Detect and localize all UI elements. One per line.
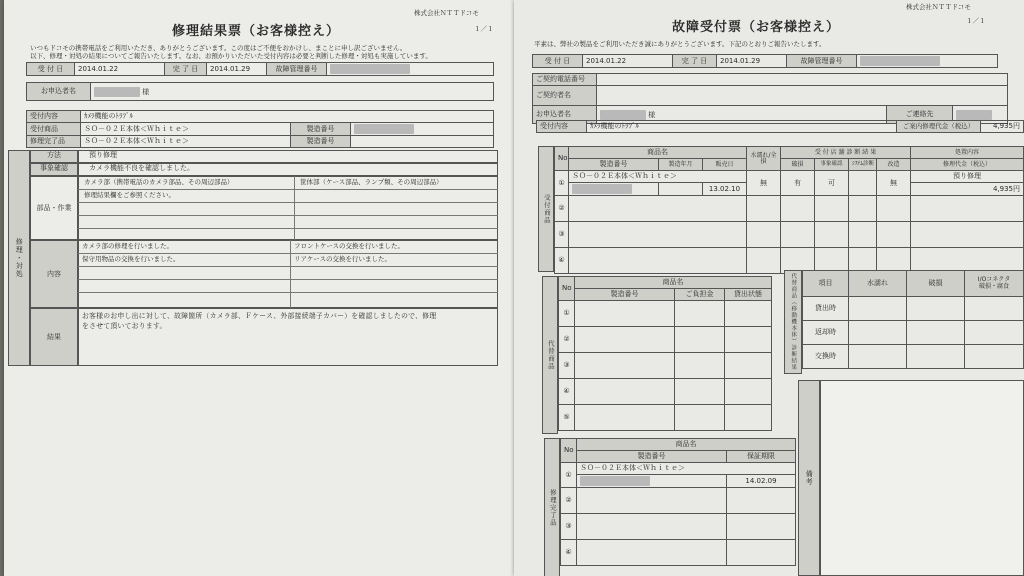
accept-goods-label: 受付商品: [542, 194, 551, 224]
repair-product-label: 修理完了品: [27, 136, 81, 148]
row1-sim: [849, 171, 877, 196]
accept-content: ｶﾒﾗ機能のﾄﾗﾌﾞﾙ: [587, 121, 897, 133]
redaction: [94, 87, 140, 97]
parts-row-line: [78, 228, 498, 229]
modify-header: 改造: [877, 159, 911, 171]
repaired-goods-label: 修理完了品: [548, 489, 557, 527]
complete-date-label: 完 了 日: [673, 55, 717, 68]
parts-divider: [294, 176, 295, 240]
serial-value: [351, 123, 494, 136]
result-label: 結果: [47, 332, 61, 341]
intro-line-1: いつもドコモの携帯電話をご利用いただき、ありがとうございます。この度はご不便をおかけし、まことに申し訳ございません。: [30, 44, 407, 52]
no-header: No: [561, 439, 577, 463]
content-item-1: カメラ部の修理を行いました。: [82, 242, 173, 250]
lend-time-label: 貸出時: [803, 297, 849, 321]
accept-date: 2014.01.22: [75, 63, 165, 76]
content-label-box: [30, 240, 78, 308]
warranty-header: 保証期限: [727, 451, 796, 463]
result-label-box: [30, 308, 78, 366]
remarks-label: 備考: [805, 470, 814, 486]
row1-damage: 有: [781, 171, 815, 196]
page-title: 修理結果票（お客様控え）: [172, 24, 341, 39]
serial-value-2: [351, 136, 494, 148]
accept-product: ＳＯ－０２Ｅ本体＜Ｗｈｉｔｅ＞: [81, 123, 291, 136]
applicant-value: [91, 83, 494, 101]
io-header-line-1: I/Oコネクタ: [977, 275, 1011, 283]
store-diag-header: 受 付 店 舗 診 断 結 果: [781, 147, 911, 159]
complete-date-label: 完 了 日: [165, 63, 207, 76]
contractor-label: ご契約者名: [533, 86, 597, 106]
parts-row-line: [78, 215, 498, 216]
method-label: 方法: [30, 150, 78, 163]
row-number: ⑤: [559, 405, 575, 431]
item-header: 項目: [803, 271, 849, 297]
row1-sales-date: 13.02.10: [703, 183, 747, 196]
redaction: [580, 476, 650, 486]
row-number: ③: [559, 353, 575, 379]
phone-value: [597, 74, 1008, 86]
accept-date-label: 受 付 日: [27, 63, 75, 76]
sim-diag-header: ｼｽﾃﾑ診断: [849, 159, 877, 171]
remarks-side: [798, 380, 820, 576]
accept-goods-table: [554, 146, 1024, 274]
product-name-header: 商品名: [569, 147, 747, 159]
rep-row1-serial: [577, 475, 727, 488]
repair-side-label: 修理・対処: [15, 238, 24, 278]
repair-fee-header: 修理代金（税込）: [911, 159, 1024, 171]
content-item-3: 保守用物品の交換を行いました。: [82, 255, 180, 263]
applicant-label: お申込者名: [27, 83, 91, 101]
honorific: 様: [648, 110, 656, 119]
redaction: [330, 64, 410, 74]
row-number: ②: [559, 327, 575, 353]
fault-acceptance-sheet: [514, 0, 1024, 576]
phone-label: ご契約電話番号: [533, 74, 597, 86]
product-name-header: 商品名: [575, 277, 772, 289]
mgmt-no-value: [327, 63, 494, 76]
substitute-side: [542, 276, 558, 434]
parts-item-2: 筐体部（ケース部品、ランプ類、その周辺部品）: [300, 178, 443, 186]
row-number: ②: [555, 196, 569, 222]
sales-date-header: 販売日: [703, 159, 747, 171]
sub-diag-label: 代替商品（移動機本体）診断結果: [790, 273, 797, 371]
accept-product-label: 受付商品: [27, 123, 81, 136]
treatment-header: 処置内容: [911, 147, 1024, 159]
redaction: [860, 56, 940, 66]
row-number: ④: [559, 379, 575, 405]
row-number: ④: [561, 540, 577, 566]
parts-row-line: [78, 202, 498, 203]
return-time-label: 返却時: [803, 321, 849, 345]
mfg-date-header: 製造年月: [659, 159, 703, 171]
no-header: No: [559, 277, 575, 301]
mgmt-no-value: [857, 55, 998, 68]
serial-label: 製造番号: [291, 123, 351, 136]
accept-date: 2014.01.22: [583, 55, 673, 68]
mgmt-no-label: 故障管理番号: [267, 63, 327, 76]
content-row-line: [78, 266, 498, 267]
row1-mfg: [659, 183, 703, 196]
guide-fee-label: ご案内修理代金（税込）: [897, 121, 981, 133]
customer-table: [532, 73, 1008, 124]
damage2-header: 破損: [907, 271, 965, 297]
office-confirm-value: カメラ機能不良を確認しました。: [78, 163, 498, 176]
content-divider: [290, 240, 291, 308]
content-row-line: [78, 292, 498, 293]
redaction: [354, 124, 414, 134]
serial-header: 製造番号: [569, 159, 659, 171]
company-name: 株式会社ＮＴＴドコモ: [414, 9, 479, 17]
result-text-1: お客様のお申し出に対して、故障箇所（カメラ部、Ｆケース、外部接続端子カバー）を確認しましたので、修理: [82, 312, 437, 320]
io-header: [965, 271, 1024, 297]
io-header-line-2: 破損・腐食: [978, 282, 1009, 290]
page-title: 故障受付票（お客様控え）: [672, 20, 841, 35]
complete-date: 2014.01.29: [717, 55, 787, 68]
applicant-label: お申込者名: [533, 106, 597, 124]
remarks-area: [820, 380, 1024, 576]
serial-header: 製造番号: [577, 451, 727, 463]
repaired-goods-table: [560, 438, 796, 566]
company-name: 株式会社ＮＴＴドコモ: [906, 3, 971, 11]
content-label: 内容: [47, 269, 61, 278]
substitute-label: 代替商品: [546, 340, 555, 370]
no-header: No: [555, 147, 569, 171]
event-confirm-header: 事象確認: [815, 159, 849, 171]
water-header: 水濡れ/全損: [747, 147, 781, 171]
rep-row1-product: ＳＯ－０２Ｅ本体＜Ｗｈｉｔｅ＞: [577, 463, 796, 475]
row-number: ③: [561, 514, 577, 540]
row1-treatment: 預り修理: [911, 171, 1024, 183]
content-row-line: [78, 253, 498, 254]
row-number: ②: [561, 488, 577, 514]
content-item-2: フロントケースの交換を行いました。: [294, 242, 405, 250]
repaired-goods-side: [544, 438, 560, 576]
parts-item-3: 修理結果欄をご参照ください。: [84, 191, 175, 199]
honorific: 様: [142, 87, 150, 96]
date-table: [26, 62, 494, 76]
method-value: 預り修理: [78, 150, 498, 163]
row1-serial: [569, 183, 659, 196]
contractor-value: [597, 86, 1008, 106]
serial-header: 製造番号: [575, 289, 675, 301]
row1-fee: 4,935円: [911, 183, 1024, 196]
accept-content-table: [536, 120, 1024, 133]
accept-content: ｶﾒﾗ機能のﾄﾗﾌﾞﾙ: [81, 111, 494, 123]
row-number: ①: [561, 463, 577, 488]
redaction: [572, 184, 632, 194]
mgmt-no-label: 故障管理番号: [787, 55, 857, 68]
parts-label-box: [30, 176, 78, 240]
accept-content-label: 受付内容: [537, 121, 587, 133]
row1-water: 無: [747, 171, 781, 196]
repair-product: ＳＯ－０２Ｅ本体＜Ｗｈｉｔｅ＞: [81, 136, 291, 148]
rep-row1-warranty: 14.02.09: [727, 475, 796, 488]
contact-label: ご連絡先: [887, 106, 953, 124]
row1-product: ＳＯ－０２Ｅ本体＜Ｗｈｉｔｅ＞: [569, 171, 747, 183]
page-number: １／１: [966, 17, 986, 25]
content-row-line: [78, 279, 498, 280]
parts-label: 部品・作業: [36, 203, 72, 212]
serial-label-2: 製造番号: [291, 136, 351, 148]
result-text-2: をさせて頂いております。: [82, 322, 167, 330]
lend-state-header: 貸出状態: [725, 289, 772, 301]
intro-line: 平素は、弊社の製品をご利用いただき誠にありがとうございます。下記のとおりご報告いたします。: [534, 40, 826, 48]
row-number: ①: [555, 171, 569, 196]
date-table: [532, 54, 998, 68]
product-name-header: 商品名: [577, 439, 796, 451]
sub-diag-side: [784, 270, 802, 374]
parts-row-line: [78, 189, 498, 190]
water2-header: 水濡れ: [849, 271, 907, 297]
intro-line-2: 以下、修理・対処の結果についてご報告いたします。なお、お預かりいただいた受付内容は必要と判断した修理・対処も実施しています。: [30, 52, 432, 60]
accept-goods-side: [538, 146, 554, 272]
office-confirm-label: 事象確認: [30, 163, 78, 176]
exchange-time-label: 交換時: [803, 345, 849, 369]
accept-date-label: 受 付 日: [533, 55, 583, 68]
page-number: １／１: [474, 25, 494, 33]
row-number: ③: [555, 222, 569, 248]
applicant-table: [26, 82, 494, 101]
self-pay-header: ご負担金: [675, 289, 725, 301]
repair-result-sheet: [4, 0, 516, 576]
redaction: [600, 110, 646, 120]
sub-diag-table: [802, 270, 1024, 369]
row-number: ①: [559, 301, 575, 327]
repair-side-label-box: [8, 150, 30, 366]
product-table: [26, 110, 494, 148]
substitute-table: [558, 276, 772, 431]
content-item-4: リアケースの交換を行いました。: [294, 255, 391, 263]
guide-fee: 4,935円: [981, 121, 1024, 133]
redaction: [956, 110, 992, 120]
complete-date: 2014.01.29: [207, 63, 267, 76]
damage-header: 破損: [781, 159, 815, 171]
parts-item-1: カメラ部（携帯電話のカメラ部品、その周辺部品）: [84, 178, 234, 186]
row1-modify: 無: [877, 171, 911, 196]
accept-content-label: 受付内容: [27, 111, 81, 123]
row1-event: 可: [815, 171, 849, 196]
row-number: ④: [555, 248, 569, 274]
